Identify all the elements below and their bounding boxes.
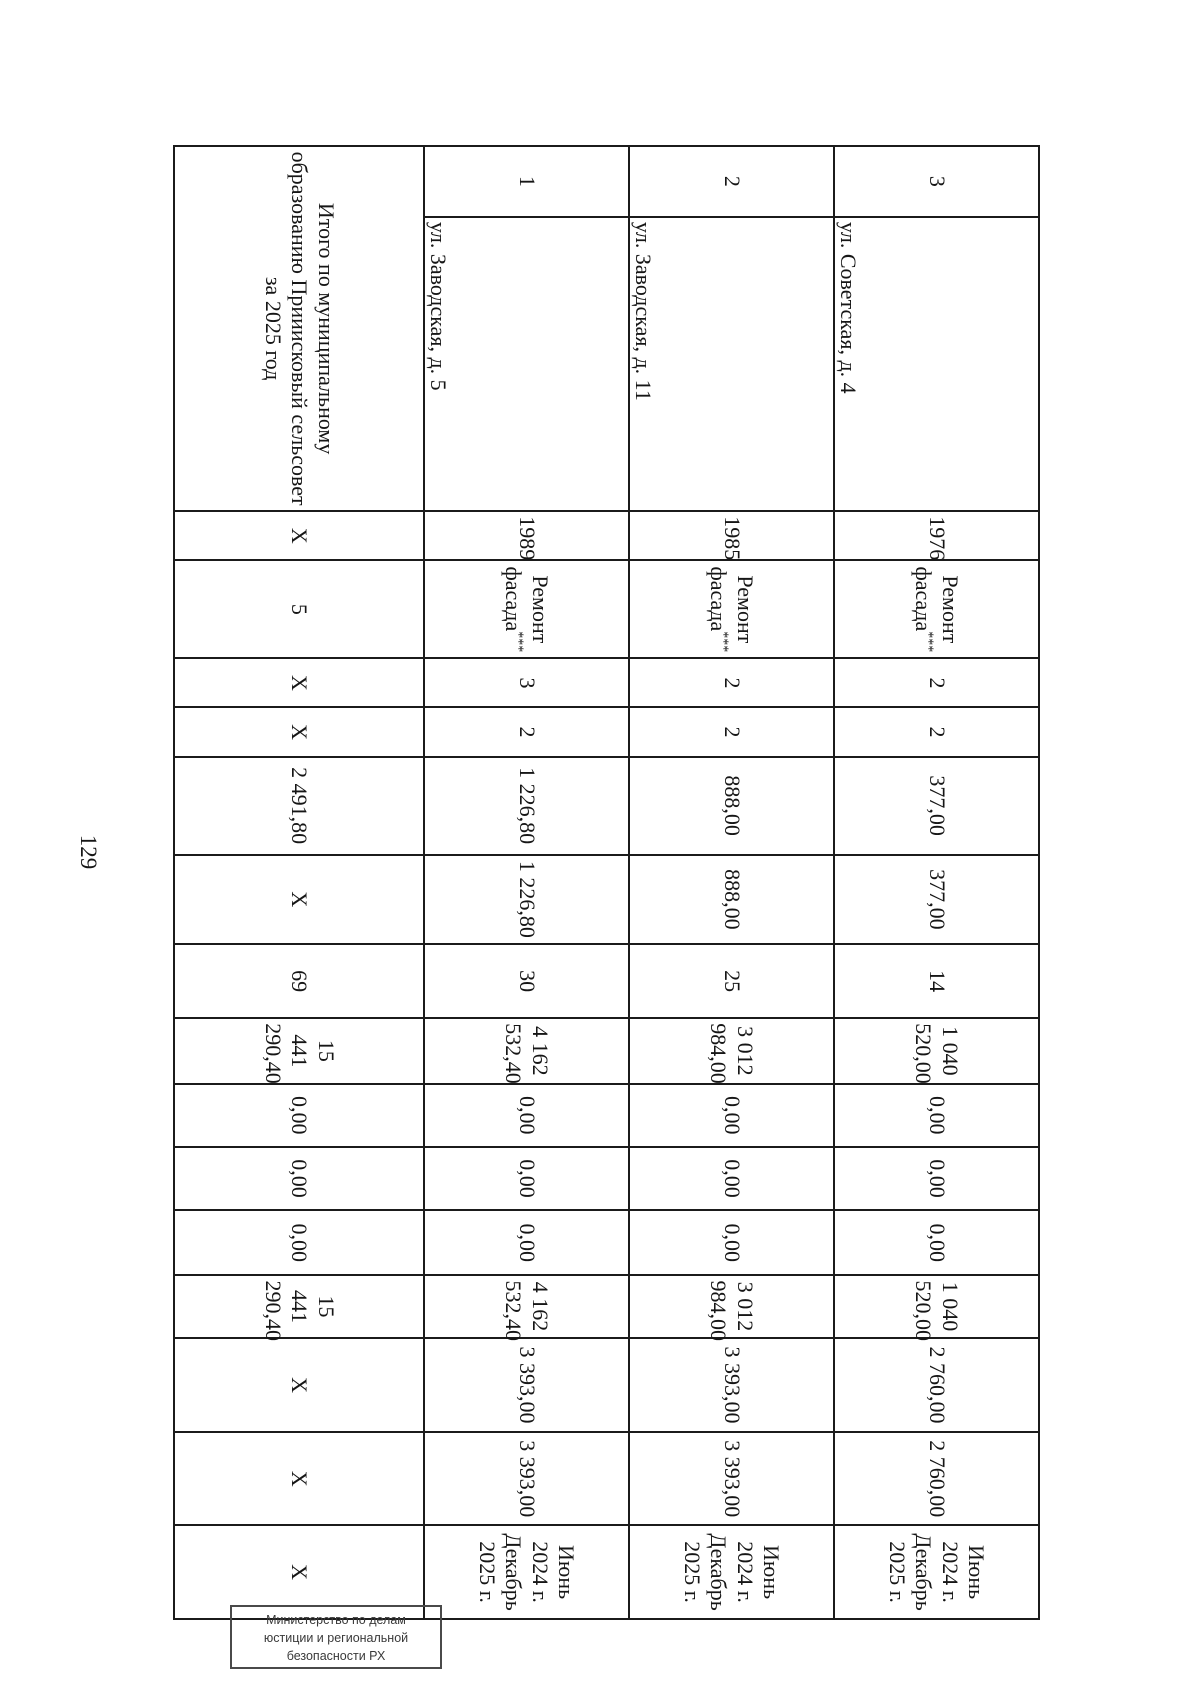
stamp-line: безопасности РХ [286,1649,386,1663]
total-c9: 15 441 290,40 [174,1018,424,1083]
work-type-cell [424,560,629,658]
table-row [834,146,1039,1619]
work-type-text: Ремонт фасада [911,566,963,644]
address-text: ул. Советская, д. 4 [836,221,862,394]
repair-register-table [173,145,1040,1620]
period-start: Июнь 2024 г. [527,1541,580,1603]
total-label: Итого по муниципальному образованию Прииисковый сельсовет за 2025 год [174,146,424,511]
cell-c12: 0,00 [629,1210,834,1275]
address-cell [424,217,629,511]
row-number: 2 [629,146,834,217]
total-c6: 2 491,80 [174,757,424,855]
year-cell: 1976 [834,511,1039,560]
total-c14: Х [174,1338,424,1433]
address-text: ул. Заводская, д. 5 [426,221,452,391]
total-c11: 0,00 [174,1147,424,1210]
total-year: Х [174,511,424,560]
cell-c6: 1 226,80 [424,757,629,855]
period-end: Декабрь 2025 г. [680,1533,732,1611]
period-cell [424,1525,629,1619]
cell-c6: 888,00 [629,757,834,855]
year-cell: 1985 [629,511,834,560]
address-cell [629,217,834,511]
cell-c14: 3 393,00 [629,1338,834,1433]
address-text: ул. Заводская, д. 11 [631,221,657,401]
cell-c13: 4 162 532,40 [424,1275,629,1337]
work-type-mark: *** [920,631,936,653]
cell-c15: 2 760,00 [834,1432,1039,1525]
cell-c5: 2 [629,707,834,756]
cell-c13: 1 040 520,00 [834,1275,1039,1337]
cell-c15: 3 393,00 [424,1432,629,1525]
total-c10: 0,00 [174,1084,424,1147]
table-row [629,146,834,1619]
cell-c6: 377,00 [834,757,1039,855]
cell-c5: 2 [424,707,629,756]
total-c7: Х [174,855,424,944]
total-work-count: 5 [174,560,424,658]
stamp-line: Министерство по делам [266,1613,406,1627]
work-type-text: Ремонт фасада [706,566,758,644]
total-period: Х [174,1525,424,1619]
row-number: 3 [834,146,1039,217]
total-c15: Х [174,1432,424,1525]
total-row [174,146,424,1619]
cell-c13: 3 012 984,00 [629,1275,834,1337]
total-c4: Х [174,658,424,707]
stamp-line: юстиции и региональной [263,1631,409,1645]
period-cell [834,1525,1039,1619]
cell-c10: 0,00 [424,1084,629,1147]
cell-c8: 14 [834,944,1039,1018]
cell-c4: 3 [424,658,629,707]
total-c13: 15 441 290,40 [174,1275,424,1337]
cell-c7: 1 226,80 [424,855,629,944]
address-cell [834,217,1039,511]
work-type-cell [834,560,1039,658]
cell-c4: 2 [834,658,1039,707]
period-start: Июнь 2024 г. [937,1541,990,1603]
cell-c9: 3 012 984,00 [629,1018,834,1083]
cell-c7: 377,00 [834,855,1039,944]
work-type-text: Ремонт фасада [501,566,553,644]
cell-c14: 3 393,00 [424,1338,629,1433]
period-end: Декабрь 2025 г. [885,1533,937,1611]
row-number: 1 [424,146,629,217]
cell-c4: 2 [629,658,834,707]
page-number: 129 [76,834,101,870]
cell-c11: 0,00 [834,1147,1039,1210]
cell-c11: 0,00 [629,1147,834,1210]
table-row [424,146,629,1619]
cell-c15: 3 393,00 [629,1432,834,1525]
cell-c8: 30 [424,944,629,1018]
period-start: Июнь 2024 г. [732,1541,785,1603]
cell-c11: 0,00 [424,1147,629,1210]
table-container [175,145,1040,1620]
work-type-mark: *** [715,631,731,653]
registration-stamp [230,1605,442,1669]
cell-c12: 0,00 [834,1210,1039,1275]
period-cell [629,1525,834,1619]
total-c5: Х [174,707,424,756]
cell-c7: 888,00 [629,855,834,944]
cell-c10: 0,00 [629,1084,834,1147]
cell-c12: 0,00 [424,1210,629,1275]
cell-c5: 2 [834,707,1039,756]
work-type-cell [629,560,834,658]
work-type-mark: *** [510,631,526,653]
period-end: Декабрь 2025 г. [475,1533,527,1611]
total-c8: 69 [174,944,424,1018]
cell-c9: 1 040 520,00 [834,1018,1039,1083]
total-c12: 0,00 [174,1210,424,1275]
cell-c14: 2 760,00 [834,1338,1039,1433]
cell-c8: 25 [629,944,834,1018]
year-cell: 1989 [424,511,629,560]
cell-c9: 4 162 532,40 [424,1018,629,1083]
cell-c10: 0,00 [834,1084,1039,1147]
